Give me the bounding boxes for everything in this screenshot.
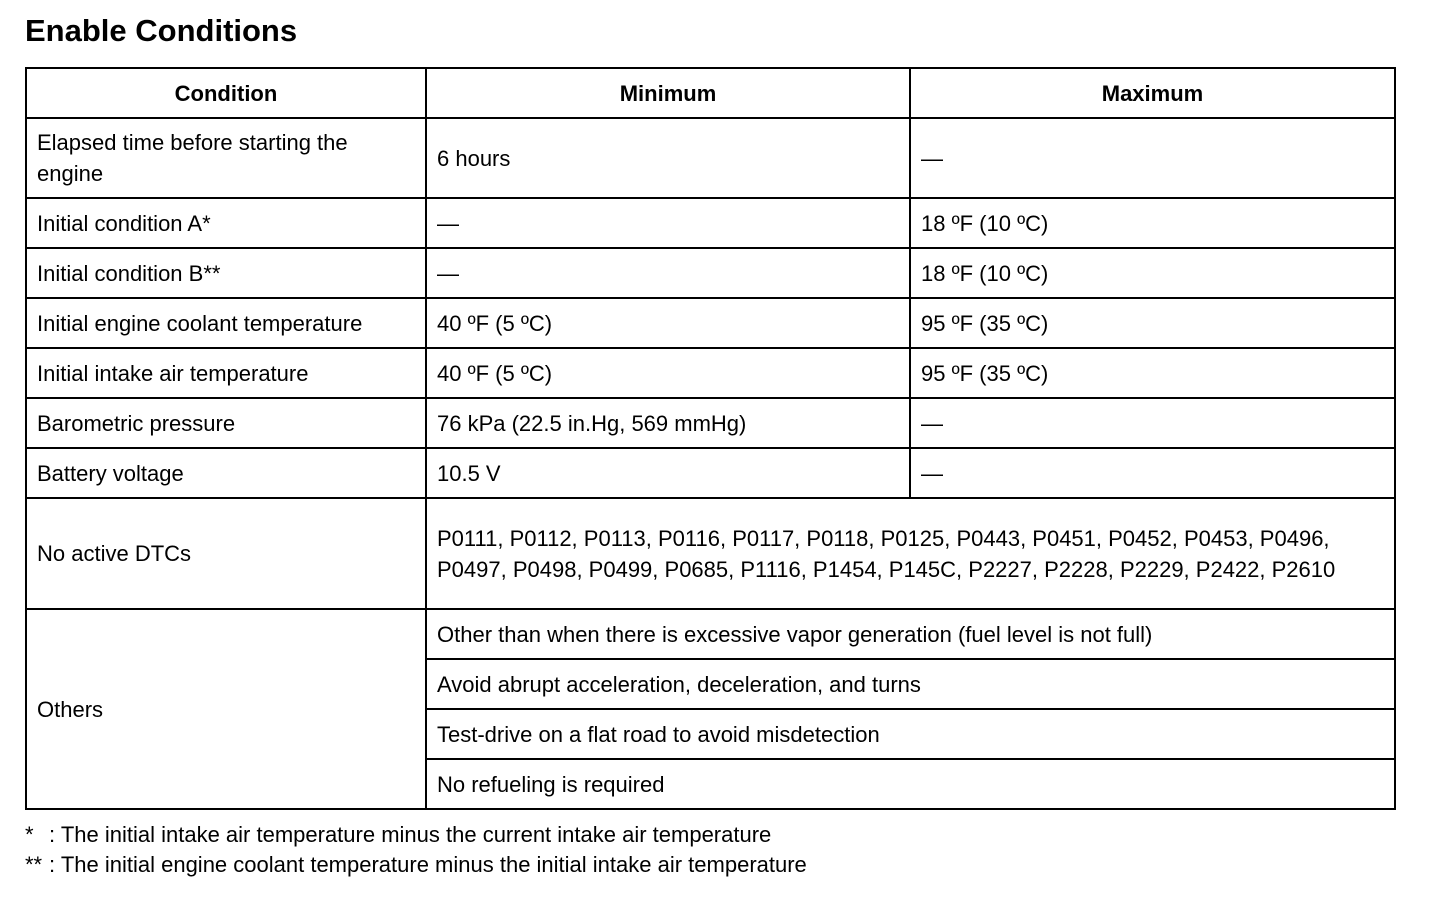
table-row [26, 198, 1395, 248]
condition-cell: Others [26, 609, 426, 809]
minimum-cell: 10.5 V [426, 448, 910, 498]
table-row-dtcs [26, 498, 1395, 609]
table-row [26, 248, 1395, 298]
minimum-cell: 6 hours [426, 118, 910, 198]
minimum-cell: 76 kPa (22.5 in.Hg, 569 mmHg) [426, 398, 910, 448]
condition-cell: Initial condition A* [26, 198, 426, 248]
enable-conditions-table [25, 67, 1396, 810]
column-header-maximum: Maximum [910, 68, 1395, 118]
dtc-list-cell: P0111, P0112, P0113, P0116, P0117, P0118, P0125, P0443, P0451, P0452, P0453, P0496, P0497, P0498, P0499, P0685, P1116, P1454, P145C, P2227, P2228, P2229, P2422, P2610 [426, 498, 1395, 609]
condition-cell: Initial condition B** [26, 248, 426, 298]
maximum-cell: 18 ºF (10 ºC) [910, 198, 1395, 248]
maximum-cell: 95 ºF (35 ºC) [910, 298, 1395, 348]
maximum-cell: — [910, 398, 1395, 448]
minimum-cell: 40 ºF (5 ºC) [426, 298, 910, 348]
minimum-cell: 40 ºF (5 ºC) [426, 348, 910, 398]
footnote-text: : The initial intake air temperature minus the current intake air temperature [49, 822, 772, 847]
footnotes [25, 820, 807, 880]
condition-cell: Initial intake air temperature [26, 348, 426, 398]
footnote-text: : The initial engine coolant temperature minus the initial intake air temperature [49, 852, 807, 877]
table-row [26, 348, 1395, 398]
others-item-cell: Test-drive on a flat road to avoid misdetection [426, 709, 1395, 759]
table-row-others [26, 609, 1395, 659]
condition-cell: Barometric pressure [26, 398, 426, 448]
table-row [26, 298, 1395, 348]
page-title: Enable Conditions [25, 13, 298, 48]
condition-cell: Battery voltage [26, 448, 426, 498]
footnote-mark: * [25, 822, 34, 847]
others-item-cell: No refueling is required [426, 759, 1395, 809]
table-row [26, 448, 1395, 498]
table-header-row [26, 68, 1395, 118]
maximum-cell: 18 ºF (10 ºC) [910, 248, 1395, 298]
maximum-cell: 95 ºF (35 ºC) [910, 348, 1395, 398]
minimum-cell: — [426, 198, 910, 248]
condition-cell: Elapsed time before starting the engine [26, 118, 426, 198]
footnote [25, 820, 807, 850]
column-header-minimum: Minimum [426, 68, 910, 118]
others-item-cell: Avoid abrupt acceleration, deceleration, and turns [426, 659, 1395, 709]
others-item-cell: Other than when there is excessive vapor generation (fuel level is not full) [426, 609, 1395, 659]
footnote [25, 850, 807, 880]
condition-cell: No active DTCs [26, 498, 426, 609]
footnote-mark: ** [25, 852, 43, 877]
table-row [26, 118, 1395, 198]
maximum-cell: — [910, 448, 1395, 498]
condition-cell: Initial engine coolant temperature [26, 298, 426, 348]
column-header-condition: Condition [26, 68, 426, 118]
table-row [26, 398, 1395, 448]
maximum-cell: — [910, 118, 1395, 198]
minimum-cell: — [426, 248, 910, 298]
